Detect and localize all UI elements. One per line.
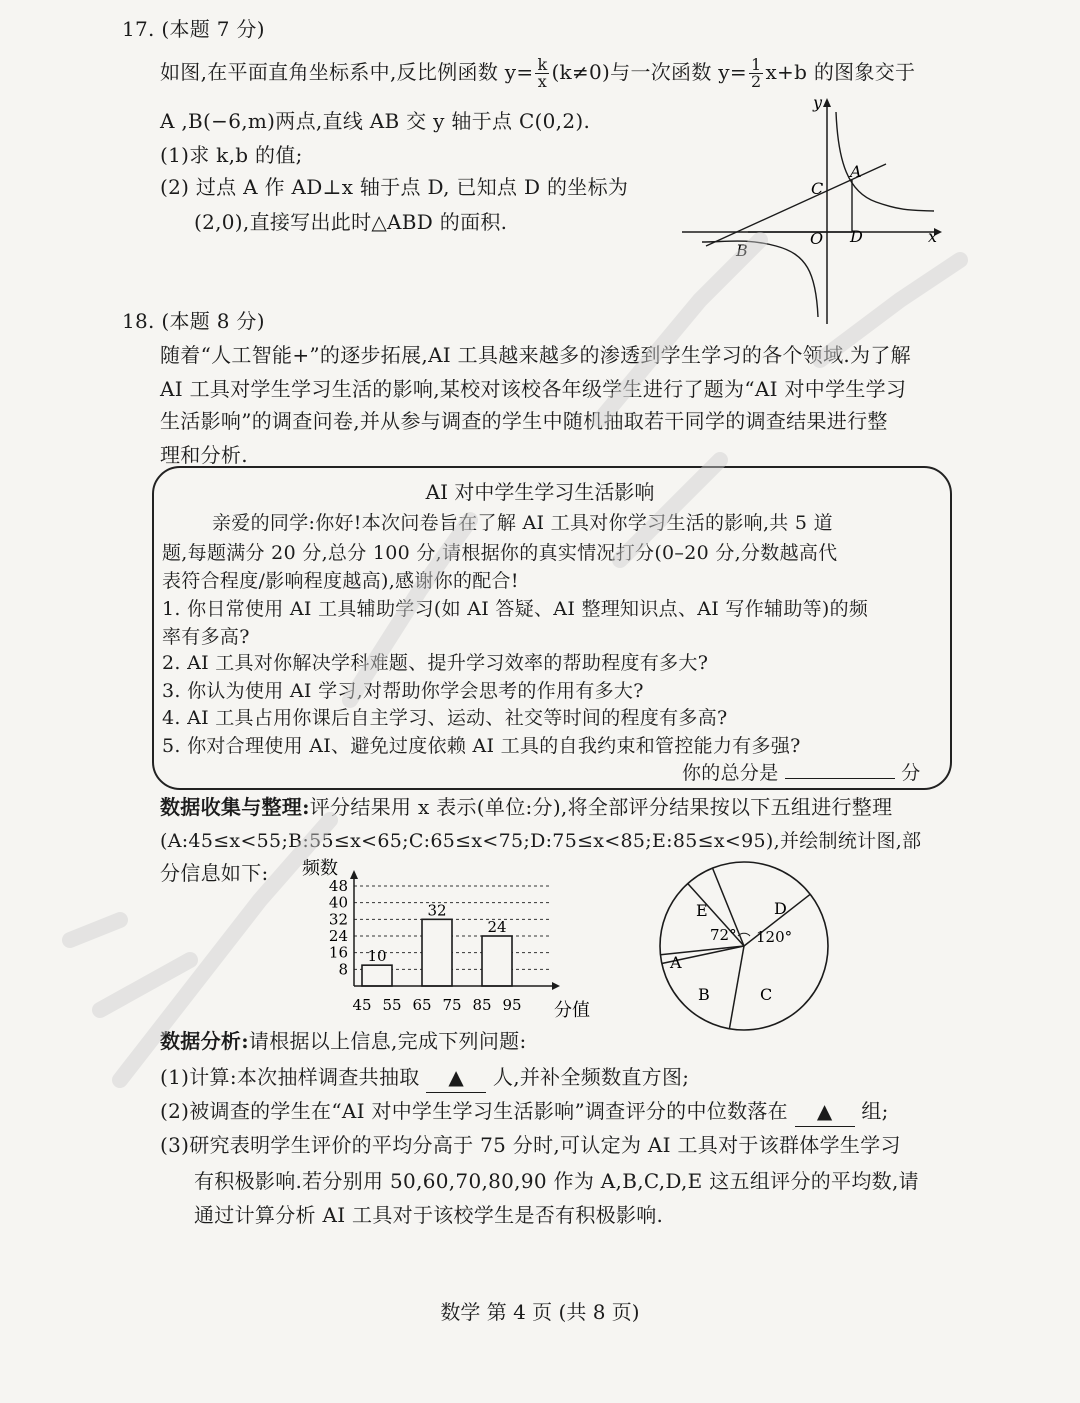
survey-total-blank xyxy=(785,760,895,779)
q17-part-1: (1)求 k,b 的值; xyxy=(160,143,303,167)
analysis-q2-text-a: (2)被调查的学生在“AI 对中学生学习生活影响”调查评分的中位数落在 xyxy=(160,1099,788,1123)
analysis-question-3a: (3)研究表明学生评价的平均分高于 75 分时,可认定为 AI 工具对于该群体学生学习 xyxy=(160,1133,901,1157)
q17-part-2: (2) 过点 A 作 AD⊥x 轴于点 D, 已知点 D 的坐标为 xyxy=(160,175,629,199)
survey-total-unit: 分 xyxy=(901,762,921,784)
label-d: D xyxy=(850,227,863,246)
analysis-text: 请根据以上信息,完成下列问题: xyxy=(248,1029,527,1053)
label-o: O xyxy=(810,229,824,248)
survey-intro-2: 题,每题满分 20 分,总分 100 分,请根据你的真实情况打分(0–20 分,分数越高代 xyxy=(162,542,838,564)
q18-para-2: AI 工具对学生学习生活的影响,某校对该校各年级学生进行了题为“AI 对中学生学习 xyxy=(160,377,907,401)
pie-label-a: A xyxy=(670,953,682,972)
pie-angle-e: 72° xyxy=(710,926,737,944)
q18-para-4: 理和分析. xyxy=(160,443,248,467)
histogram-ytick-label: 48 xyxy=(328,877,348,895)
analysis-intro xyxy=(160,1026,527,1056)
collect-line-2: (A:45≤x<55;B:55≤x<65;C:65≤x<75;D:75≤x<85;E:85≤x<95),并绘制统计图,部 xyxy=(160,830,922,852)
histogram-xtick-label: 75 xyxy=(442,996,462,1014)
answer-blank-2[interactable]: ▲ xyxy=(795,1096,855,1127)
page-footer: 数学 第 4 页 (共 8 页) xyxy=(440,1300,640,1324)
survey-question-5: 5. 你对合理使用 AI、避免过度依赖 AI 工具的自我约束和管控能力有多强? xyxy=(162,735,801,757)
frequency-histogram xyxy=(290,856,610,1024)
y-axis-arrow-icon xyxy=(823,98,831,107)
pie-sector-boundary xyxy=(729,946,744,1029)
histogram-xtick-label: 85 xyxy=(472,996,492,1014)
q17-line-2: A ,B(−6,m)两点,直线 AB 交 y 轴于点 C(0,2). xyxy=(160,109,591,133)
q17-line-1-text-b: (k≠0)与一次函数 y= xyxy=(551,60,747,84)
q18-heading: 18. (本题 8 分) xyxy=(122,309,265,333)
q18-para-3: 生活影响”的调查问卷,并从参与调查的学生中随机抽取若干同学的调查结果进行整 xyxy=(160,409,888,433)
analysis-question-2 xyxy=(160,1096,889,1127)
frac-numerator: 1 xyxy=(750,55,762,74)
collect-text-1: 评分结果用 x 表示(单位:分),将全部评分结果按以下五组进行整理 xyxy=(309,795,893,819)
hyperbola-branch-2 xyxy=(702,241,818,317)
histogram-xtick-label: 65 xyxy=(412,996,432,1014)
histogram-xtick-label: 95 xyxy=(502,996,522,1014)
histogram-ytick-label: 8 xyxy=(338,960,348,979)
survey-total-row xyxy=(682,758,921,788)
frac-denominator: 2 xyxy=(750,72,762,91)
histogram-ylabel: 频数 xyxy=(302,858,338,879)
survey-intro-3: 表符合程度/影响程度越高),感谢你的配合! xyxy=(162,570,519,592)
q17-line-1 xyxy=(160,57,915,90)
pie-label-e: E xyxy=(696,901,708,920)
histogram-x-arrow-icon xyxy=(552,982,560,990)
survey-question-2: 2. AI 工具对你解决学科难题、提升学习效率的帮助程度有多大? xyxy=(162,652,709,674)
pie-chart xyxy=(654,856,834,1036)
pie-angle-d: 120° xyxy=(756,928,793,946)
histogram-ytick-label: 16 xyxy=(328,943,348,962)
pie-label-b: B xyxy=(698,985,710,1004)
histogram-ytick-label: 32 xyxy=(328,910,348,929)
histogram-bar xyxy=(422,919,452,986)
q17-part-2-cont: (2,0),直接写出此时△ABD 的面积. xyxy=(194,210,508,234)
survey-question-3: 3. 你认为使用 AI 学习,对帮助你学会思考的作用有多大? xyxy=(162,680,644,702)
collect-line-1 xyxy=(160,792,892,822)
label-a: A xyxy=(850,162,862,181)
histogram-ytick-label: 40 xyxy=(328,893,348,912)
analysis-q1-text-a: (1)计算:本次抽样调查共抽取 xyxy=(160,1065,420,1089)
analysis-q1-text-b: 人,并补全频数直方图; xyxy=(492,1065,690,1089)
pie-label-d: D xyxy=(774,899,787,918)
label-x: x xyxy=(928,227,938,246)
q17-line-1-text-c: x+b 的图象交于 xyxy=(765,60,916,84)
survey-question-4: 4. AI 工具占用你课后自主学习、运动、社交等时间的程度有多高? xyxy=(162,707,728,729)
collect-line-3: 分信息如下: xyxy=(160,861,269,885)
survey-question-1b: 率有多高? xyxy=(162,626,250,648)
histogram-bar xyxy=(362,965,392,986)
histogram-xtick-label: 55 xyxy=(382,996,402,1014)
histogram-xtick-label: 45 xyxy=(352,996,372,1014)
q17-fraction-k-over-x xyxy=(535,57,549,90)
label-c: C xyxy=(811,179,824,198)
histogram-bar-value-label: 24 xyxy=(487,918,507,936)
pie-label-c: C xyxy=(760,985,773,1004)
q18-para-1: 随着“人工智能+”的逐步拓展,AI 工具越来越多的渗透到学生学习的各个领域.为了解 xyxy=(160,343,911,367)
histogram-xlabel: 分值 xyxy=(554,1000,590,1021)
answer-blank-1[interactable]: ▲ xyxy=(426,1062,486,1093)
histogram-ytick-label: 24 xyxy=(328,927,348,945)
histogram-bar-value-label: 10 xyxy=(367,947,387,966)
survey-question-1a: 1. 你日常使用 AI 工具辅助学习(如 AI 答疑、AI 整理知识点、AI 写作辅助等)的频 xyxy=(162,598,869,620)
analysis-question-1 xyxy=(160,1062,689,1093)
label-y: y xyxy=(813,93,823,112)
analysis-label: 数据分析: xyxy=(160,1029,249,1053)
histogram-bar-value-label: 32 xyxy=(427,901,447,920)
label-b: B xyxy=(736,241,748,260)
histogram-y-arrow-icon xyxy=(350,870,358,879)
frac-denominator: x xyxy=(537,72,548,91)
frac-numerator: k xyxy=(537,55,548,74)
analysis-question-3c: 通过计算分析 AI 工具对于该校学生是否有积极影响. xyxy=(194,1203,664,1227)
q17-heading: 17. (本题 7 分) xyxy=(122,17,265,41)
q17-line-1-text-a: 如图,在平面直角坐标系中,反比例函数 y= xyxy=(160,60,534,84)
collect-label: 数据收集与整理: xyxy=(160,795,310,819)
survey-intro-1: 亲爱的同学:你好!本次问卷旨在了解 AI 工具对你学习生活的影响,共 5 道 xyxy=(212,512,833,534)
survey-total-label: 你的总分是 xyxy=(682,762,779,784)
survey-title: AI 对中学生学习生活影响 xyxy=(425,480,655,504)
analysis-question-3b: 有积极影响.若分别用 50,60,70,80,90 作为 A,B,C,D,E 这五组评分的平均数,请 xyxy=(194,1169,919,1193)
q17-coordinate-figure xyxy=(676,92,950,332)
q17-fraction-one-half xyxy=(749,57,763,90)
histogram-bar xyxy=(482,936,512,986)
analysis-q2-text-b: 组; xyxy=(861,1099,889,1123)
